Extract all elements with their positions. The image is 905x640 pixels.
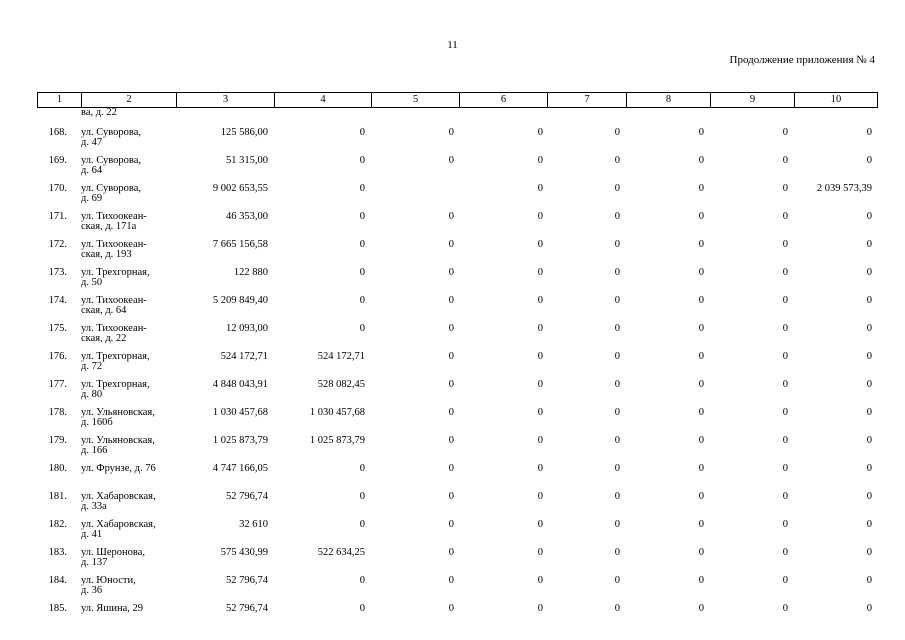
value-cell-c10: 2 039 573,39 — [816, 183, 872, 194]
table-row — [0, 324, 905, 352]
address-line: д. 160б — [81, 417, 113, 428]
column-header: 3 — [177, 93, 275, 108]
address-cell — [81, 184, 181, 204]
value-cell-c6: 0 — [537, 575, 543, 586]
value-cell-c9: 0 — [782, 351, 788, 362]
address-line: ская, д. 22 — [81, 333, 127, 344]
address-line: д. 64 — [81, 165, 103, 176]
value-cell-c4: 0 — [359, 127, 365, 138]
address-line: д. 47 — [81, 137, 103, 148]
address-line: ул. Хабаровская, — [81, 519, 156, 530]
value-cell-c6: 0 — [537, 211, 543, 222]
value-cell-c4: 522 634,25 — [317, 547, 365, 558]
value-cell-c9: 0 — [782, 519, 788, 530]
address-cell — [81, 352, 181, 372]
value-cell-c9: 0 — [782, 211, 788, 222]
value-cell-c8: 0 — [698, 351, 704, 362]
value-cell-c9: 0 — [782, 183, 788, 194]
value-cell-c4: 0 — [359, 239, 365, 250]
value-cell-c9: 0 — [782, 435, 788, 446]
address-line: ул. Юности, — [81, 575, 136, 586]
table-row — [0, 520, 905, 548]
address-line: ул. Ульяновская, — [81, 435, 155, 446]
value-cell-c7: 0 — [614, 379, 620, 390]
address-cell — [81, 492, 181, 512]
row-number-cell: 173. — [48, 267, 67, 278]
value-cell-c8: 0 — [698, 603, 704, 614]
carry-over-text: ва, д. 22 — [81, 107, 117, 118]
value-cell-c9: 0 — [782, 239, 788, 250]
value-cell-c5: 0 — [448, 491, 454, 502]
value-cell-c4: 0 — [359, 183, 365, 194]
value-cell-c10: 0 — [866, 603, 872, 614]
value-cell-c5: 0 — [448, 295, 454, 306]
address-cell — [81, 296, 181, 316]
table-row — [0, 380, 905, 408]
value-cell-c7: 0 — [614, 211, 620, 222]
continuation-title: Продолжение приложения № 4 — [729, 54, 875, 66]
value-cell-c9: 0 — [782, 463, 788, 474]
value-cell-c4: 0 — [359, 491, 365, 502]
table-row — [0, 184, 905, 212]
value-cell-c6: 0 — [537, 491, 543, 502]
value-cell-c3: 524 172,71 — [220, 351, 268, 362]
value-cell-c5: 0 — [448, 519, 454, 530]
value-cell-c10: 0 — [866, 295, 872, 306]
column-header: 2 — [82, 93, 177, 108]
table-row — [0, 436, 905, 464]
address-cell — [81, 436, 181, 456]
value-cell-c6: 0 — [537, 351, 543, 362]
address-cell — [81, 520, 181, 540]
value-cell-c5: 0 — [448, 379, 454, 390]
value-cell-c8: 0 — [698, 407, 704, 418]
value-cell-c9: 0 — [782, 379, 788, 390]
value-cell-c10: 0 — [866, 155, 872, 166]
address-line: ул. Суворова, — [81, 155, 142, 166]
value-cell-c5: 0 — [448, 267, 454, 278]
value-cell-c6: 0 — [537, 323, 543, 334]
value-cell-c5: 0 — [448, 575, 454, 586]
value-cell-c7: 0 — [614, 239, 620, 250]
address-line: ул. Хабаровская, — [81, 491, 156, 502]
row-number-cell: 181. — [48, 491, 67, 502]
value-cell-c8: 0 — [698, 575, 704, 586]
value-cell-c4: 1 025 873,79 — [309, 435, 365, 446]
value-cell-c8: 0 — [698, 183, 704, 194]
value-cell-c4: 0 — [359, 519, 365, 530]
value-cell-c9: 0 — [782, 547, 788, 558]
value-cell-c4: 528 082,45 — [317, 379, 365, 390]
value-cell-c10: 0 — [866, 379, 872, 390]
address-line: ул. Трехгорная, — [81, 379, 150, 390]
value-cell-c5: 0 — [448, 351, 454, 362]
address-line: ская, д. 171а — [81, 221, 137, 232]
value-cell-c6: 0 — [537, 519, 543, 530]
value-cell-c7: 0 — [614, 575, 620, 586]
value-cell-c7: 0 — [614, 435, 620, 446]
row-number-cell: 180. — [48, 463, 67, 474]
value-cell-c10: 0 — [866, 463, 872, 474]
row-number-cell: 183. — [48, 547, 67, 558]
value-cell-c8: 0 — [698, 239, 704, 250]
table-row — [0, 296, 905, 324]
column-header: 1 — [38, 93, 82, 108]
value-cell-c8: 0 — [698, 267, 704, 278]
value-cell-c4: 0 — [359, 603, 365, 614]
address-line: ская, д. 193 — [81, 249, 132, 260]
header-row — [38, 93, 878, 108]
row-number-cell: 179. — [48, 435, 67, 446]
address-cell — [81, 324, 181, 344]
value-cell-c7: 0 — [614, 603, 620, 614]
address-cell — [81, 212, 181, 232]
value-cell-c10: 0 — [866, 547, 872, 558]
address-line: ул. Суворова, — [81, 127, 142, 138]
table-row — [0, 156, 905, 184]
value-cell-c5: 0 — [448, 323, 454, 334]
value-cell-c3: 125 586,00 — [220, 127, 268, 138]
value-cell-c9: 0 — [782, 407, 788, 418]
value-cell-c5: 0 — [448, 239, 454, 250]
value-cell-c10: 0 — [866, 491, 872, 502]
value-cell-c10: 0 — [866, 575, 872, 586]
address-line: ул. Яшина, 29 — [81, 603, 144, 614]
address-cell — [81, 408, 181, 428]
value-cell-c3: 4 747 166,05 — [212, 463, 268, 474]
column-header: 10 — [795, 93, 878, 108]
address-line: ул. Ульяновская, — [81, 407, 155, 418]
value-cell-c6: 0 — [537, 379, 543, 390]
address-cell — [81, 464, 181, 474]
value-cell-c5: 0 — [448, 155, 454, 166]
value-cell-c7: 0 — [614, 407, 620, 418]
address-line: д. 41 — [81, 529, 103, 540]
column-header: 9 — [711, 93, 795, 108]
address-line: д. 33а — [81, 501, 107, 512]
value-cell-c3: 4 848 043,91 — [212, 379, 268, 390]
address-line: д. 36 — [81, 585, 103, 596]
table-row — [0, 268, 905, 296]
table-row — [0, 240, 905, 268]
value-cell-c5: 0 — [448, 463, 454, 474]
address-cell — [81, 548, 181, 568]
row-number-cell: 182. — [48, 519, 67, 530]
address-line: ул. Фрунзе, д. 76 — [81, 463, 156, 474]
value-cell-c10: 0 — [866, 267, 872, 278]
address-line: ул. Тихоокеан- — [81, 295, 147, 306]
column-header: 4 — [275, 93, 372, 108]
row-number-cell: 185. — [48, 603, 67, 614]
row-number-cell: 171. — [48, 211, 67, 222]
column-header-table — [37, 92, 878, 108]
address-cell — [81, 156, 181, 176]
address-cell — [81, 128, 181, 148]
value-cell-c6: 0 — [537, 155, 543, 166]
value-cell-c3: 51 315,00 — [226, 155, 268, 166]
column-header: 7 — [548, 93, 627, 108]
value-cell-c6: 0 — [537, 239, 543, 250]
value-cell-c3: 1 025 873,79 — [212, 435, 268, 446]
value-cell-c8: 0 — [698, 519, 704, 530]
row-number-cell: 172. — [48, 239, 67, 250]
address-line: ул. Тихоокеан- — [81, 211, 147, 222]
value-cell-c6: 0 — [537, 183, 543, 194]
value-cell-c10: 0 — [866, 407, 872, 418]
value-cell-c9: 0 — [782, 491, 788, 502]
value-cell-c7: 0 — [614, 295, 620, 306]
value-cell-c6: 0 — [537, 295, 543, 306]
value-cell-c5: 0 — [448, 547, 454, 558]
value-cell-c6: 0 — [537, 463, 543, 474]
address-line: ул. Шеронова, — [81, 547, 146, 558]
value-cell-c8: 0 — [698, 491, 704, 502]
table-row — [0, 212, 905, 240]
value-cell-c9: 0 — [782, 295, 788, 306]
value-cell-c4: 0 — [359, 267, 365, 278]
value-cell-c10: 0 — [866, 323, 872, 334]
value-cell-c4: 0 — [359, 463, 365, 474]
value-cell-c3: 12 093,00 — [226, 323, 268, 334]
value-cell-c8: 0 — [698, 435, 704, 446]
value-cell-c9: 0 — [782, 127, 788, 138]
value-cell-c3: 9 002 653,55 — [212, 183, 268, 194]
row-number-cell: 170. — [48, 183, 67, 194]
table-row — [0, 492, 905, 520]
table-row — [0, 352, 905, 380]
value-cell-c10: 0 — [866, 351, 872, 362]
value-cell-c3: 52 796,74 — [226, 603, 268, 614]
address-line: д. 72 — [81, 361, 103, 372]
table-row — [0, 604, 905, 632]
value-cell-c3: 52 796,74 — [226, 575, 268, 586]
value-cell-c9: 0 — [782, 575, 788, 586]
value-cell-c7: 0 — [614, 127, 620, 138]
value-cell-c9: 0 — [782, 323, 788, 334]
value-cell-c8: 0 — [698, 211, 704, 222]
address-line: ул. Трехгорная, — [81, 267, 150, 278]
value-cell-c6: 0 — [537, 267, 543, 278]
row-number-cell: 178. — [48, 407, 67, 418]
value-cell-c3: 122 880 — [233, 267, 268, 278]
value-cell-c10: 0 — [866, 519, 872, 530]
address-cell — [81, 380, 181, 400]
value-cell-c5: 0 — [448, 435, 454, 446]
table-row — [0, 576, 905, 604]
value-cell-c8: 0 — [698, 155, 704, 166]
value-cell-c7: 0 — [614, 155, 620, 166]
address-line: д. 137 — [81, 557, 108, 568]
address-line: ул. Суворова, — [81, 183, 142, 194]
value-cell-c8: 0 — [698, 463, 704, 474]
row-number-cell: 175. — [48, 323, 67, 334]
value-cell-c5: 0 — [448, 127, 454, 138]
value-cell-c5: 0 — [448, 603, 454, 614]
column-header: 8 — [627, 93, 711, 108]
value-cell-c5: 0 — [448, 407, 454, 418]
value-cell-c6: 0 — [537, 407, 543, 418]
table-row — [0, 464, 905, 492]
column-header: 6 — [460, 93, 548, 108]
value-cell-c9: 0 — [782, 267, 788, 278]
value-cell-c10: 0 — [866, 127, 872, 138]
row-number-cell: 177. — [48, 379, 67, 390]
value-cell-c7: 0 — [614, 519, 620, 530]
value-cell-c3: 1 030 457,68 — [212, 407, 268, 418]
table-row — [0, 408, 905, 436]
address-line: д. 50 — [81, 277, 103, 288]
value-cell-c6: 0 — [537, 547, 543, 558]
value-cell-c8: 0 — [698, 547, 704, 558]
address-line: ул. Трехгорная, — [81, 351, 150, 362]
value-cell-c7: 0 — [614, 351, 620, 362]
value-cell-c10: 0 — [866, 239, 872, 250]
value-cell-c4: 0 — [359, 155, 365, 166]
value-cell-c8: 0 — [698, 323, 704, 334]
value-cell-c6: 0 — [537, 127, 543, 138]
table-row — [0, 128, 905, 156]
address-line: д. 80 — [81, 389, 103, 400]
value-cell-c7: 0 — [614, 323, 620, 334]
address-line: ская, д. 64 — [81, 305, 127, 316]
value-cell-c3: 5 209 849,40 — [212, 295, 268, 306]
value-cell-c7: 0 — [614, 183, 620, 194]
value-cell-c8: 0 — [698, 295, 704, 306]
value-cell-c6: 0 — [537, 603, 543, 614]
address-cell — [81, 268, 181, 288]
value-cell-c7: 0 — [614, 267, 620, 278]
value-cell-c4: 1 030 457,68 — [309, 407, 365, 418]
address-line: ул. Тихоокеан- — [81, 239, 147, 250]
value-cell-c3: 32 610 — [239, 519, 268, 530]
value-cell-c4: 0 — [359, 575, 365, 586]
value-cell-c4: 524 172,71 — [317, 351, 365, 362]
value-cell-c7: 0 — [614, 463, 620, 474]
value-cell-c9: 0 — [782, 603, 788, 614]
address-cell — [81, 240, 181, 260]
row-number-cell: 174. — [48, 295, 67, 306]
address-line: д. 69 — [81, 193, 103, 204]
value-cell-c7: 0 — [614, 491, 620, 502]
value-cell-c4: 0 — [359, 211, 365, 222]
row-number-cell: 184. — [48, 575, 67, 586]
address-cell — [81, 576, 181, 596]
value-cell-c7: 0 — [614, 547, 620, 558]
value-cell-c3: 52 796,74 — [226, 491, 268, 502]
value-cell-c3: 575 430,99 — [220, 547, 268, 558]
value-cell-c8: 0 — [698, 379, 704, 390]
value-cell-c10: 0 — [866, 435, 872, 446]
row-number-cell: 169. — [48, 155, 67, 166]
page-number: 11 — [447, 39, 458, 51]
value-cell-c6: 0 — [537, 435, 543, 446]
address-line: д. 166 — [81, 445, 108, 456]
value-cell-c4: 0 — [359, 295, 365, 306]
column-header: 5 — [372, 93, 460, 108]
address-line: ул. Тихоокеан- — [81, 323, 147, 334]
value-cell-c4: 0 — [359, 323, 365, 334]
value-cell-c8: 0 — [698, 127, 704, 138]
row-number-cell: 176. — [48, 351, 67, 362]
value-cell-c9: 0 — [782, 155, 788, 166]
table-row — [0, 548, 905, 576]
row-number-cell: 168. — [48, 127, 67, 138]
value-cell-c3: 7 665 156,58 — [212, 239, 268, 250]
value-cell-c3: 46 353,00 — [226, 211, 268, 222]
value-cell-c5: 0 — [448, 211, 454, 222]
value-cell-c10: 0 — [866, 211, 872, 222]
address-cell — [81, 604, 181, 614]
